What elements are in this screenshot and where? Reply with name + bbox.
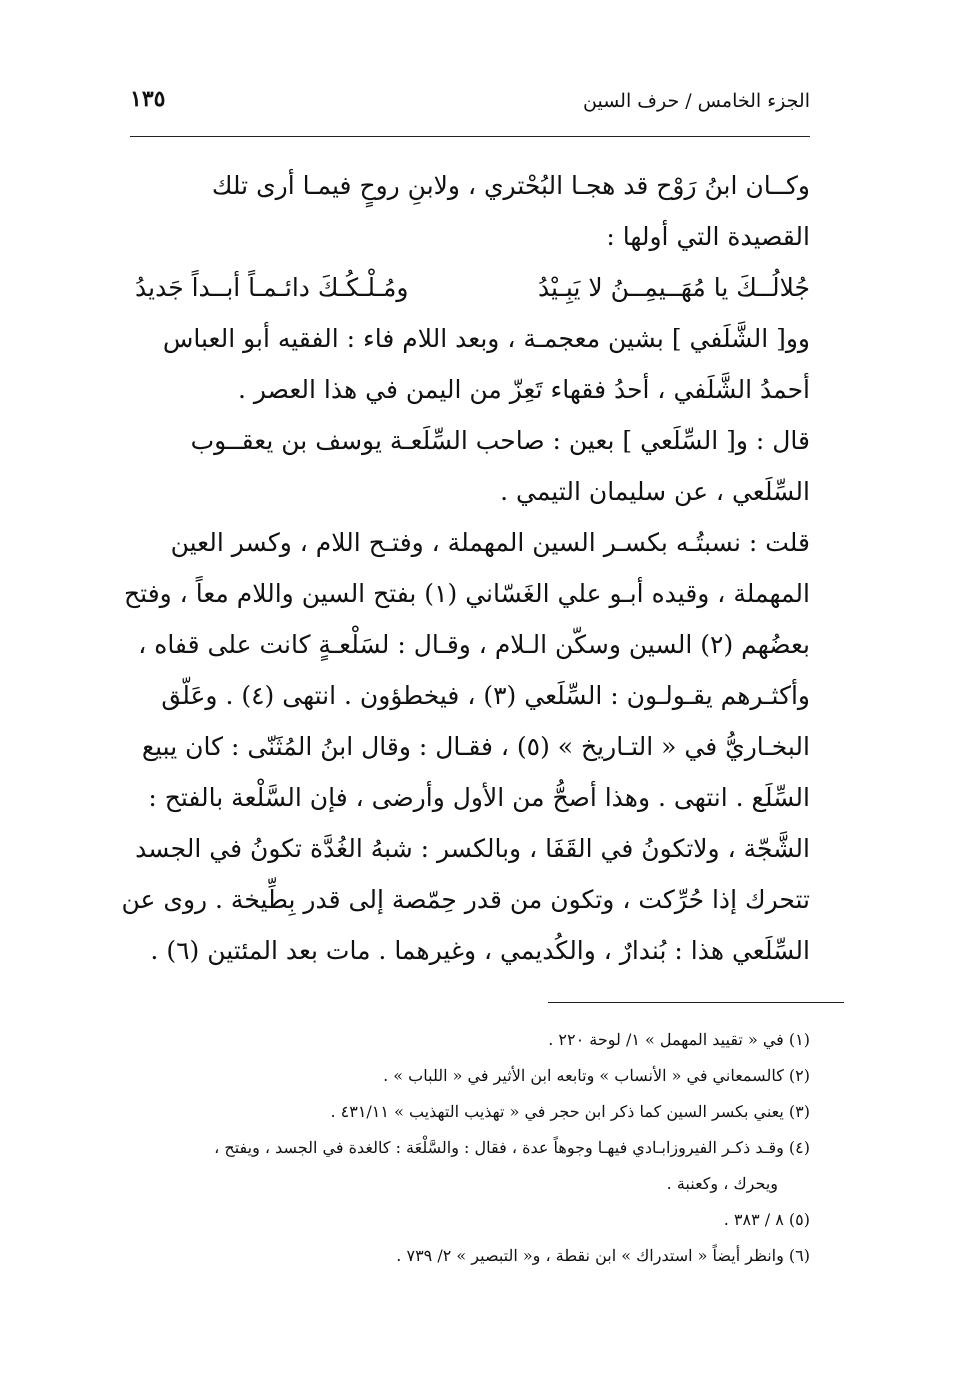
footnote: (١) في « تقييد المهمل » ١/ لوحة ٢٢٠ . [548,1030,810,1049]
footnote: (٥) ٨ / ٣٨٣ . [723,1210,810,1229]
footnotes [130,1022,810,1274]
footnote-rule [548,1002,844,1003]
text-line: قال : و[ السِّلَعي ] بعين : صاحب السِّلَعـة يوسف بن يعقــوب [190,426,810,455]
text-line: بعضُهم (٢) السين وسكّن الـلام ، وقـال : لسَلْعـةٍ كانت على قفاه ، [138,630,810,659]
header-rule [130,136,810,137]
text-line: السِّلَعي ، عن سليمان التيمي . [500,477,810,506]
text-line: أحمدُ الشَّلَفي ، أحدُ فقهاء تَعِزّ من اليمن في هذا العصر . [237,375,810,404]
text-line: المهملة ، وقيده أبـو علي الغَسّاني (١) بفتح السين واللام معاً ، وفتح [124,579,810,608]
verse-second-hemistich: ومُـلْـكُـكَ دائـمـاً أبــداً جَديدُ [135,273,409,302]
text-line: قلت : نسبتُـه بكسـر السين المهملة ، وفتـح اللام ، وكسر العين [170,528,810,557]
text-line: وأكثـرهم يقـولـون : السِّلَعي (٣) ، فيخطؤون . انتهى (٤) . وعَلّق [161,681,810,710]
text-line: وو[ الشَّلَفي ] بشين معجمـة ، وبعد اللام فاء : الفقيه أبو العباس [162,324,810,353]
footnote-continuation: ويحرك ، وكعنبة . [666,1174,778,1193]
text-line: القصيدة التي أولها : [606,222,810,251]
main-text [121,160,810,976]
text-line: تتحرك إذا حُرِّكت ، وتكون من قدر حِمّصة إلى قدر بِطِّيخة . روى عن [121,885,810,914]
text-line: الشَّجّة ، ولاتكونُ في القَفَا ، وبالكسر : شبهُ الغُدَّة تكونُ في الجسد [135,834,810,863]
verse-first-hemistich: جُلالُــكَ يا مُهَــيمِــنُ لا يَبِـيْدُ [537,273,810,302]
text-line: السِّلَع . انتهى . وهذا أصحُّ من الأول وأرضى ، فإن السَّلْعة بالفتح : [148,783,810,812]
footnote: (٣) يعني بكسر السين كما ذكر ابن حجر في « تهذيب التهذيب » ٤٣١/١١ . [330,1102,810,1121]
footnote: (٢) كالسمعاني في « الأنساب » وتابعه ابن الأثير في « اللباب » . [383,1066,810,1085]
footnote: (٦) وانظر أيضاً « استدراك » ابن نقطة ، و« التبصير » ٢/ ٧٣٩ . [396,1246,810,1265]
text-line: وكــان ابنُ رَوْح قد هجـا البُحْتري ، ولابنِ روحٍ فيمـا أرى تلك [211,171,810,200]
page-number: ١٣٥ [130,86,166,112]
running-title: الجزء الخامس / حرف السين [583,90,810,112]
text-line: البخـاريُّ في « التـاريخ » (٥) ، فقـال : وقال ابنُ المُثَنّى : كان يبيع [141,732,810,761]
footnote: (٤) وقـد ذكـر الفيروزابـادي فيهـا وجوهاً عدة ، فقال : والسَّلْعَة : كالغدة في الجسد ، ويفتح ، [214,1138,810,1157]
page-header [130,84,810,126]
text-line: السِّلَعي هذا : بُندارٌ ، والكُديمي ، وغيرهما . مات بعد المئتين (٦) . [150,936,810,965]
verse-line [135,262,810,313]
